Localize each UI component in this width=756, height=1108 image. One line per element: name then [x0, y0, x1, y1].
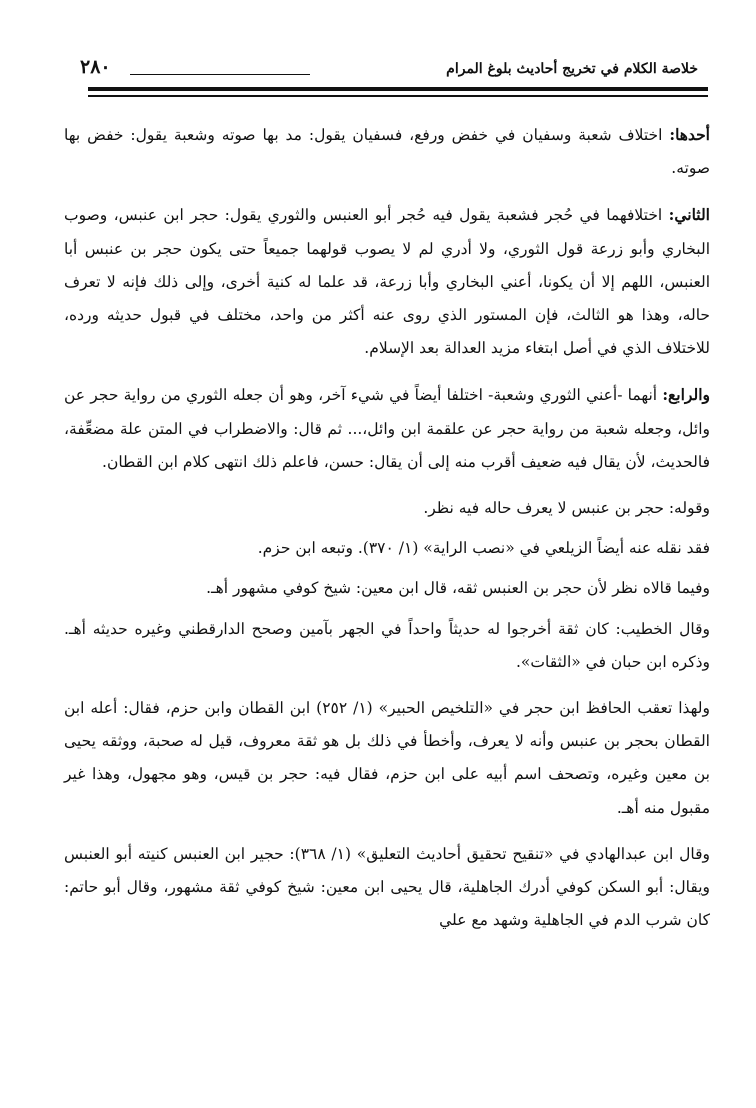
paragraph-text: ولهذا تعقب الحافظ ابن حجر في «التلخيص الحبير» (١/ ٢٥٢) ابن القطان وابن حزم، فقال: أعله ابن القطان بحجر بن عنبس وأنه لا يعرف، وأخطأ في ذلك بل هو ثقة معروف، قيل له صحبة، ووثقه يحيى بن معين وغيره، وتصحف اسم أبيه على ابن حزم، فقال فيه: حجر بن قيس، وهو مجهول، وهذا غير مقبول منه أهـ.	[64, 699, 711, 817]
paragraph-lead: الثاني:	[668, 205, 710, 225]
paragraph-lead: والرابع:	[662, 385, 710, 405]
title-dash-rule	[130, 74, 310, 75]
header-rule-thick	[88, 87, 708, 91]
header-rule-thin	[88, 95, 708, 97]
paragraph-text: أنهما -أعني الثوري وشعبة- اختلفا أيضاً في شيء آخر، وهو أن جعله الثوري من رواية حجر عن وائل، وجعله شعبة من رواية حجر عن علقمة ابن وائل،... ثم قال: والاضطراب في المتن علة مضعِّفة، فالحديث، لأن يقال فيه ضعيف أقرب منه إلى أن يقال: حسن، فاعلم ذلك انتهى كلام ابن القطان.	[64, 386, 710, 471]
paragraph-text: اختلاف شعبة وسفيان في خفض ورفع، فسفيان يقول: مد بها صوته وشعبة يقول: خفض بها صوته.	[64, 126, 710, 178]
paragraph	[64, 613, 710, 679]
paragraph	[64, 572, 710, 605]
page-number: ٢٨٠	[80, 56, 111, 78]
paragraph-text: وقوله: حجر بن عنبس لا يعرف حاله فيه نظر.	[423, 499, 710, 518]
paragraph-text: وقال ابن عبدالهادي في «تنقيح تحقيق أحاديث التعليق» (١/ ٣٦٨): حجير ابن العنبس كنيته أبو العنبس ويقال: أبو السكن كوفي أدرك الجاهلية، قال يحيى ابن معين: شيخ كوفي ثقة مشهور، وقال أبو حاتم: كان شرب الدم في الجاهلية وشهد مع علي	[64, 844, 710, 930]
paragraph	[64, 378, 710, 479]
paragraph-lead: أحدها:	[669, 125, 710, 144]
running-title: خلاصة الكلام في تخريج أحاديث بلوغ المرام	[446, 61, 698, 77]
paragraph-text: اختلافهما في حُجر فشعبة يقول فيه حُجر أبو العنبس والثوري يقول: حجر ابن عنبس، وصوب البخاري وأبو زرعة قول الثوري، ولا أدري لم لا يصوب قولهما جميعاً حتى يكون حجر بن عنبس أبا العنبس، اللهم إلا أن يكونا، أعني البخاري وأبا زرعة، قد علما له كنية أخرى، وإلى ذلك فإنه لا تعرف حاله، وهذا هو الثالث، فإن المستور الذي روى عنه أكثر من واحد، مختلف في قبول حديثه ورده، للاختلاف الذي في أصل ابتغاء مزيد العدالة بعد الإسلام.	[64, 206, 710, 358]
paragraph	[64, 532, 710, 565]
paragraph-text: فقد نقله عنه أيضاً الزيلعي في «نصب الراية» (١/ ٣٧٠). وتبعه ابن حزم.	[257, 539, 710, 558]
paragraph	[64, 492, 710, 525]
paragraph	[64, 198, 710, 365]
page-header	[70, 52, 700, 86]
paragraph	[64, 118, 710, 185]
paragraph-text: وفيما قالاه نظر لأن حجر بن العنبس ثقه، قال ابن معين: شيخ كوفي مشهور أهـ.	[206, 579, 710, 598]
body-text	[64, 118, 710, 950]
paragraph	[64, 692, 710, 825]
paragraph	[64, 838, 710, 938]
paragraph-text: وقال الخطيب: كان ثقة أخرجوا له حديثاً واحداً في الجهر بآمين وصحح الدارقطني وغيره حديثه أهـ. وذكره ابن حبان في «الثقات».	[64, 619, 710, 671]
